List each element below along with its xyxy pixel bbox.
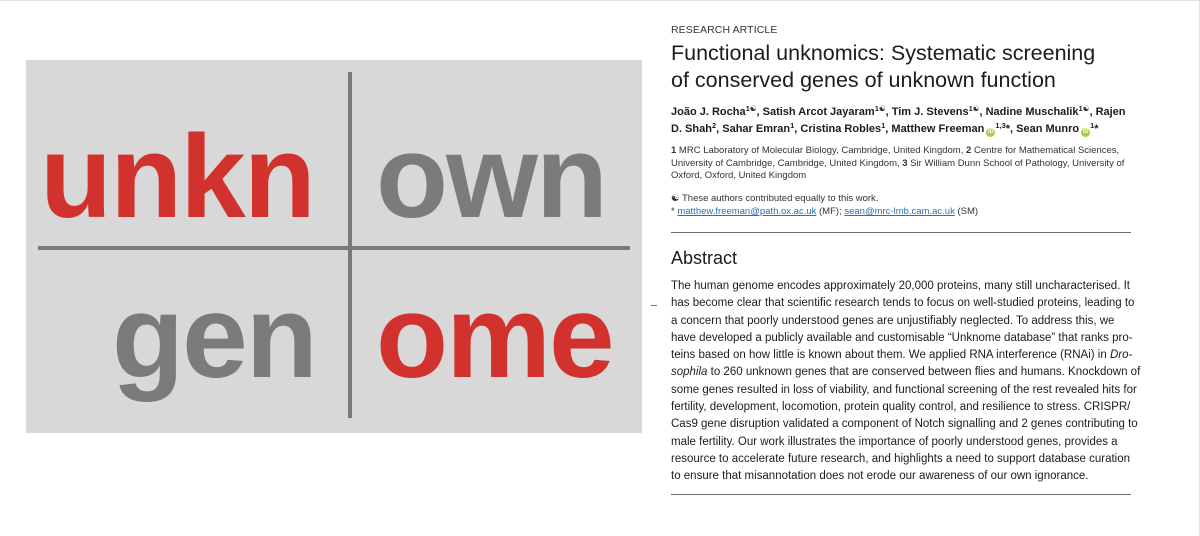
email-link-freeman[interactable]: matthew.freeman@path.ox.ac.uk [677,206,817,217]
author-sup: 1,3 [995,121,1006,130]
author-name[interactable]: Rajen [1095,106,1126,118]
dash-mark [651,305,657,306]
figure-word-own: own [376,111,606,243]
abstract-line: have developed a publicly available and customisable “Unknome database” that ranks pro- [671,331,1133,344]
author-sup: 1☯ [1078,104,1090,113]
author-sup: 1 [1090,121,1095,130]
author-sup: 1☯ [968,104,980,113]
affiliation-text: Sir William Dunn School of Pathology, University of [907,157,1125,169]
abstract-body [671,278,1141,486]
abstract-line: Cas9 gene disruption validated a component of Notch signalling and 2 genes contributing to [671,418,1138,431]
unknome-figure [26,60,642,433]
correspondence-marker: * [671,206,678,217]
abstract-heading: Abstract [671,248,738,268]
abstract-text: Knockdown of [1068,366,1141,379]
affiliation-number: 3 [902,157,908,169]
affiliation-text: University of Cambridge, Cambridge, United Kingdom, [671,157,903,169]
abstract-line: some genes resulted in loss of viability, and functional screening of the rest revealed hits for [671,383,1137,396]
figure-word-ome: ome [376,271,613,403]
affiliation-number: 2 [966,145,972,156]
author-name[interactable]: Sahar Emran [722,123,791,135]
orcid-icon[interactable]: iD [1082,129,1089,135]
abstract-line [671,364,1141,381]
species-italic: sophila [671,366,708,379]
author-name[interactable]: Matthew Freeman [891,123,985,135]
author-sup: 1☯ [745,104,757,113]
article-type: RESEARCH ARTICLE [671,24,778,36]
author-name[interactable]: Cristina Robles [800,123,882,135]
abstract-line: to ensure that misannotation does not erode our awareness of our own ignorance. [671,470,1089,483]
orcid-icon[interactable]: iD [987,129,994,135]
email-link-munro[interactable]: sean@mrc-lmb.cam.ac.uk [844,206,955,217]
affiliation-number: 1 [671,145,677,156]
author-list: João J. Rocha$^{1☯}$, Satish Arcot Jayaram$^{1☯}$, Tim J. Stevens$^{1☯}$, Nadine Muschalik$^{1☯}$, Rajen D. Shah$^2$, Sahar Emran$^1$, Cristina Robles$^1$, Matthew Freeman iD$^{1,3}$*, Sean Munro $iD^1*$ [671,104,1126,135]
correspondence-note [671,206,978,217]
abstract-line: has become clear that scientific research tends to focus on well-studied proteins, leading to [671,297,1135,310]
affiliation-text: Oxford, Oxford, United Kingdom [671,170,807,181]
abstract-line: The human genome encodes approximately 20,000 proteins, many still uncharacterised. It [671,280,1130,292]
species-italic: Dro- [1109,349,1133,362]
section-divider [671,232,1131,233]
abstract-line: a concern that poorly understood genes are unjustifiably neglected. To address this, we [671,314,1115,327]
abstract-text: to 260 unknown genes that are conserved between flies and humans. [707,366,1069,379]
author-name[interactable]: D. Shah [671,123,712,135]
abstract-line: male fertility. Our work illustrates the importance of poorly understood genes, provides a [671,435,1118,448]
section-divider [671,494,1131,495]
author-name[interactable]: Satish Arcot Jayaram [762,106,875,118]
article-title [671,40,1151,94]
corresponding-mark: * [1094,123,1099,135]
abstract-line: fertility, development, locomotion, protein quality control, and resilience to stress. CRISPR/ [671,401,1131,414]
equal-contribution-note: ☯ These authors contributed equally to this work. [671,193,879,204]
abstract-line: resource to accelerate future research, and highlights a need to support database curation [671,452,1131,465]
page-top-border [0,0,1200,1]
author-name[interactable]: Nadine Muschalik [985,106,1079,118]
title-line: Functional unknomics: Systematic screening [671,41,1096,65]
author-name[interactable]: Tim J. Stevens [891,106,969,118]
author-sup: 1 [881,121,886,130]
abstract-text: teins based on how little is known about them. We applied RNA interference (RNAi) in [671,349,1110,362]
abstract-line [671,347,1141,364]
author-sup: 1 [790,121,795,130]
author-name[interactable]: Sean Munro [1016,123,1080,135]
affiliation-text: Centre for Mathematical Sciences, [971,145,1120,156]
author-sup: 1☯ [874,104,886,113]
title-line: of conserved genes of unknown function [671,68,1056,92]
affiliations [671,145,1141,183]
figure-word-gen: gen [112,271,316,403]
correspondence-tag: (MF); [816,206,845,217]
affiliation-text: MRC Laboratory of Molecular Biology, Cambridge, United Kingdom, [676,145,967,156]
corresponding-mark: * [1005,123,1011,135]
figure-vertical-divider [348,72,352,418]
figure-word-unkn: unkn [40,111,314,243]
correspondence-tag: (SM) [954,206,979,217]
figure-horizontal-divider [38,246,630,250]
author-sup: 2 [711,121,717,130]
author-name[interactable]: João J. Rocha [671,106,746,118]
